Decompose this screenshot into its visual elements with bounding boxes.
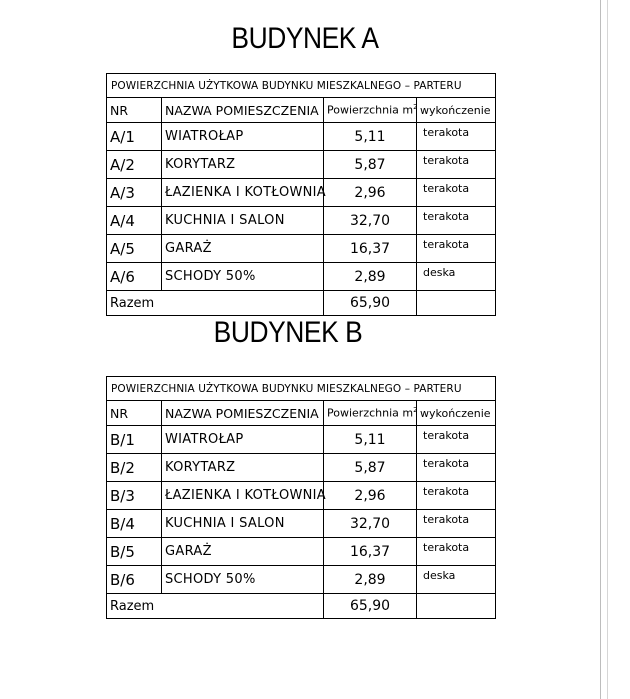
table-header-row <box>107 401 496 426</box>
header-area-sup: 2 <box>413 406 418 415</box>
header-area <box>324 98 417 123</box>
room-finish: deska <box>417 566 496 594</box>
room-finish: terakota <box>417 482 496 510</box>
page-edge-line <box>607 0 608 699</box>
header-finish: wykończenie <box>417 98 496 123</box>
header-area-label: Powierzchnia m <box>327 406 414 420</box>
room-area: 32,70 <box>324 207 417 235</box>
table-caption: POWIERZCHNIA UŻYTKOWA BUDYNKU MIESZKALNEGO – PARTERU <box>107 74 496 98</box>
header-nr: NR <box>107 401 162 426</box>
room-area: 16,37 <box>324 538 417 566</box>
room-area: 2,89 <box>324 566 417 594</box>
building-a-table <box>106 73 496 316</box>
total-label: Razem <box>107 291 324 316</box>
room-area: 5,87 <box>324 454 417 482</box>
room-finish: terakota <box>417 123 496 151</box>
room-finish: terakota <box>417 235 496 263</box>
room-area: 16,37 <box>324 235 417 263</box>
header-area-sup: 2 <box>413 103 418 112</box>
header-name: NAZWA POMIESZCZENIA <box>162 98 324 123</box>
table-row <box>107 151 496 179</box>
table-caption-row <box>107 377 496 401</box>
header-area <box>324 401 417 426</box>
room-nr: B/2 <box>107 454 162 482</box>
building-a-title: BUDYNEK A <box>231 22 379 55</box>
room-finish: terakota <box>417 179 496 207</box>
table-caption: POWIERZCHNIA UŻYTKOWA BUDYNKU MIESZKALNEGO – PARTERU <box>107 377 496 401</box>
room-nr: A/3 <box>107 179 162 207</box>
table-row <box>107 510 496 538</box>
room-name: SCHODY 50% <box>162 566 324 594</box>
room-nr: A/1 <box>107 123 162 151</box>
room-area: 5,11 <box>324 426 417 454</box>
table-row <box>107 454 496 482</box>
table-row <box>107 538 496 566</box>
room-name: GARAŻ <box>162 538 324 566</box>
total-finish-empty <box>417 291 496 316</box>
room-finish: deska <box>417 263 496 291</box>
total-area: 65,90 <box>324 291 417 316</box>
room-name: KORYTARZ <box>162 151 324 179</box>
table-row <box>107 263 496 291</box>
room-name: ŁAZIENKA I KOTŁOWNIA <box>162 179 324 207</box>
room-nr: B/4 <box>107 510 162 538</box>
room-area: 5,87 <box>324 151 417 179</box>
room-finish: terakota <box>417 510 496 538</box>
room-area: 2,96 <box>324 179 417 207</box>
room-nr: A/2 <box>107 151 162 179</box>
table-row <box>107 482 496 510</box>
room-name: KORYTARZ <box>162 454 324 482</box>
table-caption-row <box>107 74 496 98</box>
table-row <box>107 207 496 235</box>
building-b-title: BUDYNEK B <box>213 316 363 349</box>
page-edge-line <box>600 0 601 699</box>
room-finish: terakota <box>417 426 496 454</box>
room-nr: A/6 <box>107 263 162 291</box>
header-nr: NR <box>107 98 162 123</box>
room-nr: B/1 <box>107 426 162 454</box>
table-header-row <box>107 98 496 123</box>
room-name: KUCHNIA I SALON <box>162 510 324 538</box>
room-name: GARAŻ <box>162 235 324 263</box>
room-finish: terakota <box>417 454 496 482</box>
room-nr: B/3 <box>107 482 162 510</box>
room-nr: B/5 <box>107 538 162 566</box>
header-area-label: Powierzchnia m <box>327 103 414 117</box>
table-row <box>107 179 496 207</box>
room-area: 5,11 <box>324 123 417 151</box>
building-b-table <box>106 376 496 619</box>
room-area: 32,70 <box>324 510 417 538</box>
room-nr: A/4 <box>107 207 162 235</box>
table-row <box>107 235 496 263</box>
total-area: 65,90 <box>324 594 417 619</box>
header-name: NAZWA POMIESZCZENIA <box>162 401 324 426</box>
header-finish: wykończenie <box>417 401 496 426</box>
room-finish: terakota <box>417 538 496 566</box>
room-name: SCHODY 50% <box>162 263 324 291</box>
room-area: 2,96 <box>324 482 417 510</box>
table-row <box>107 566 496 594</box>
total-finish-empty <box>417 594 496 619</box>
room-name: KUCHNIA I SALON <box>162 207 324 235</box>
table-row <box>107 123 496 151</box>
room-finish: terakota <box>417 151 496 179</box>
room-area: 2,89 <box>324 263 417 291</box>
table-total-row <box>107 291 496 316</box>
room-finish: terakota <box>417 207 496 235</box>
room-name: WIATROŁAP <box>162 123 324 151</box>
room-nr: A/5 <box>107 235 162 263</box>
room-name: ŁAZIENKA I KOTŁOWNIA <box>162 482 324 510</box>
table-total-row <box>107 594 496 619</box>
room-name: WIATROŁAP <box>162 426 324 454</box>
table-row <box>107 426 496 454</box>
room-nr: B/6 <box>107 566 162 594</box>
total-label: Razem <box>107 594 324 619</box>
